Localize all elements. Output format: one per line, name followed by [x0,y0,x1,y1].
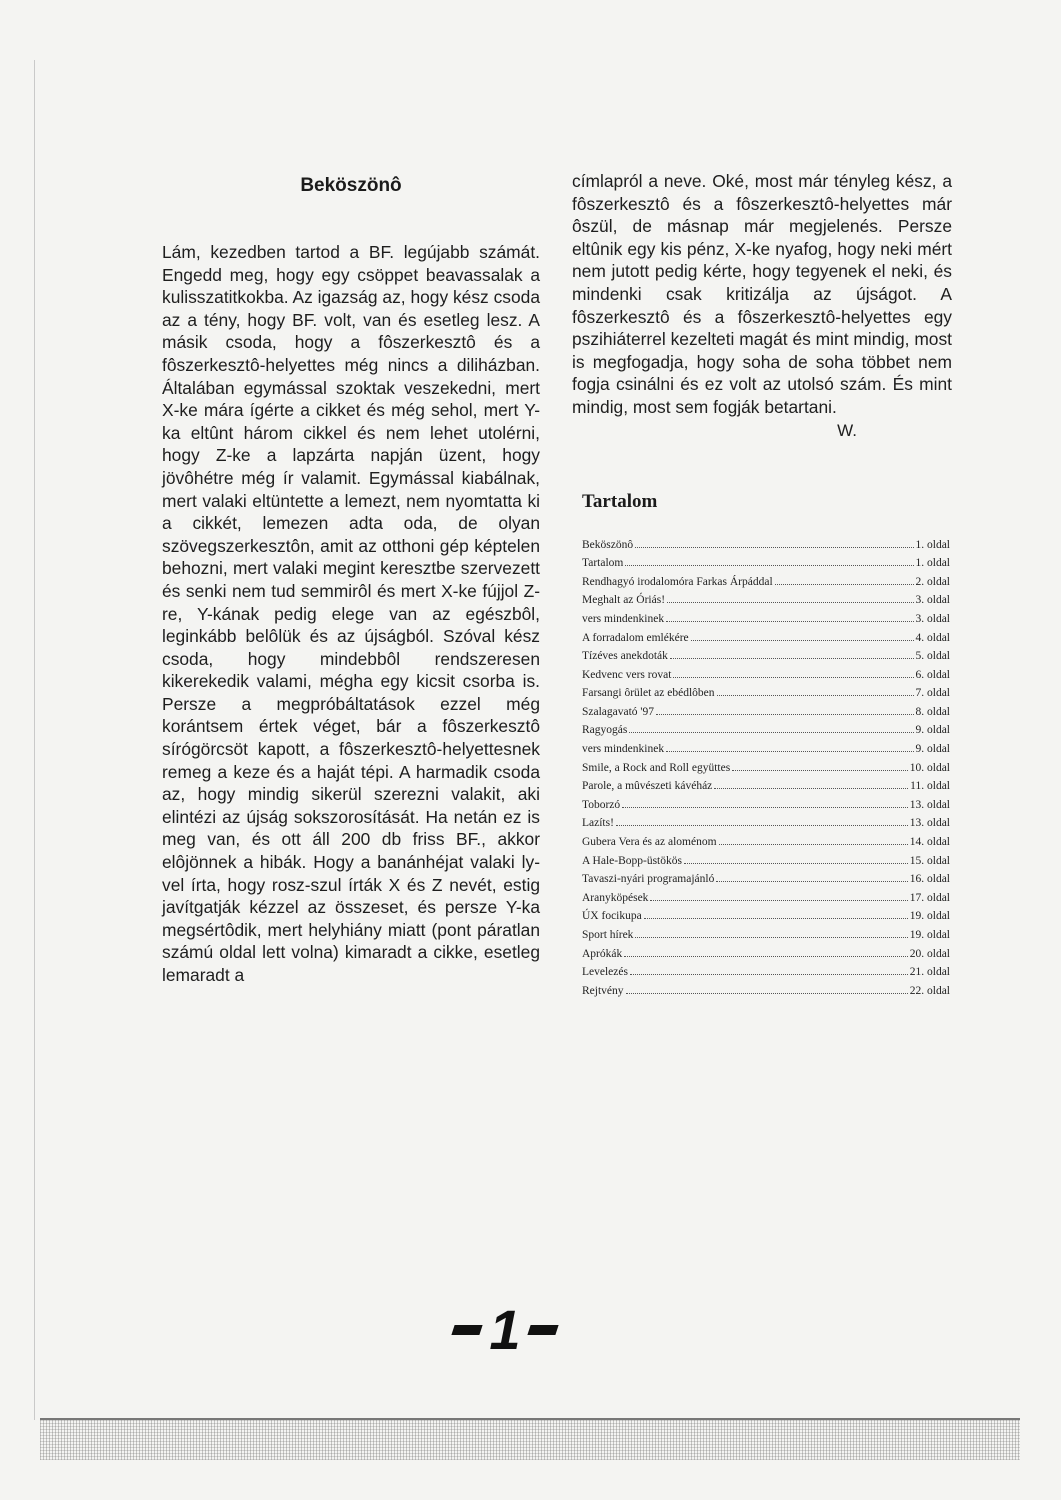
toc-entry-page: 8. oldal [915,705,950,718]
toc-entry-leader [624,956,908,957]
toc-entry [582,966,950,985]
toc-entry [582,687,950,706]
toc-entry [582,929,950,948]
toc-entry-leader [719,844,908,845]
toc-entry [582,873,950,892]
toc-entry-label: Meghalt az Óriás! [582,594,666,607]
toc-entry-leader [644,918,908,919]
toc-entry-leader [650,900,907,901]
toc-entry-page: 1. oldal [915,557,950,570]
toc-entry-page: 4. oldal [915,631,950,644]
toc-entry-label: Szalagavató '97 [582,705,655,718]
toc-entry-page: 2. oldal [915,575,950,588]
toc-entry-label: A Hale-Bopp-üstökös [582,854,682,867]
article-signature: W. [837,420,857,440]
article-right-column [572,170,952,1003]
toc-entry-page: 13. oldal [909,798,950,811]
toc-entry [582,706,950,725]
toc-entry [582,594,950,613]
toc-entry [582,724,950,743]
article-left-column [162,175,540,987]
toc-entry-label: Tartalom [582,557,624,570]
toc-entry-label: Rejtvény [582,984,624,997]
toc-entry-leader [775,584,914,585]
toc-entry [582,799,950,818]
toc-entry-leader [622,807,908,808]
toc-entry-leader [717,695,914,696]
toc-title: Tartalom [582,490,658,512]
scan-edge-strip [40,1420,1020,1460]
toc-entry-leader [714,788,908,789]
page-number-value: 1 [489,1298,521,1361]
toc-entry-label: Gubera Vera és az aloménom [582,836,717,849]
toc-entry-leader [667,602,913,603]
toc-entry [582,780,950,799]
toc-entry-label: Smile, a Rock and Roll együttes [582,761,731,774]
toc-entry-label: Rendhagyó irodalomóra Farkas Árpáddal [582,575,773,588]
toc-entry-leader [691,640,914,641]
table-of-contents [582,539,950,1004]
toc-entry-label: Lazíts! [582,817,614,830]
toc-entry-page: 19. oldal [909,929,950,941]
toc-entry [582,836,950,855]
article-title: Beköszönô [300,175,402,196]
toc-entry-page: 13. oldal [909,817,950,830]
toc-entry-page: 10. oldal [909,761,950,774]
toc-entry-page: 19. oldal [909,910,950,923]
toc-entry-page: 11. oldal [910,780,950,793]
toc-entry-label: ÚX focikupa [582,910,642,923]
toc-entry-page: 15. oldal [909,854,950,867]
toc-entry-page: 3. oldal [915,594,950,607]
toc-entry-page: 14. oldal [909,836,950,849]
toc-entry-page: 3. oldal [915,612,950,625]
toc-entry-page: 16. oldal [909,873,950,886]
toc-entry-label: Aranyköpések [582,891,649,904]
toc-entry-leader [666,751,913,752]
toc-entry-label: Farsangi ôrület az ebédlôben [582,687,715,700]
toc-entry [582,910,950,929]
page-number-dash-right [527,1325,558,1335]
toc-entry-page: 22. oldal [909,984,950,997]
toc-entry-label: Sport hírek [582,929,634,941]
toc-entry-page: 5. oldal [915,650,950,663]
toc-entry-label: vers mindenkinek [582,743,665,756]
toc-entry [582,817,950,836]
toc-entry-label: Aprókák [582,947,623,960]
toc-entry [582,632,950,651]
toc-entry-leader [673,677,913,678]
toc-entry-leader [616,825,908,826]
toc-entry-leader [629,732,913,733]
toc-entry-leader [666,621,913,622]
toc-entry [582,576,950,595]
toc-entry [582,557,950,576]
toc-entry-leader [670,658,914,659]
toc-entry-label: vers mindenkinek [582,612,665,625]
toc-entry-page: 9. oldal [915,743,950,756]
toc-entry [582,743,950,762]
toc-entry [582,669,950,688]
toc-entry-leader [626,993,908,994]
toc-entry-leader [684,863,908,864]
toc-entry [582,539,950,558]
toc-entry-page: 1. oldal [915,538,950,551]
article-body-left: Lám, kezedben tartod a BF. legújabb számát. Engedd meg, hogy egy csöppet beavassalak a kulisszatitkokba. Az igazság az, hogy kész csoda az a tény, hogy BF. volt, van és esetleg lesz. A másik csoda, hogy a fôszerkesztô és a fôszerkesztô-helyettes még nincs a diliházban. Általában egymással szoktak veszekedni, mert X-ke mára ígérte a cikket és még sehol, mert Y-ka eltûnt három cikkel és nem lehet utolérni, hogy Z-ke a lapzárta napján üzent, hogy jövôhétre még ír valamit. Egymással kiabálnak, mert valaki eltüntette a lemezt, nem nyomtatta ki a cikkét, lemezen adta oda, de olyan szövegszerkesztôn, amit az otthoni gép képtelen behozni, mert valaki megint keresztbe szervezett és senki nem tud semmirôl és mert X-ke fújjol Z-re, Y-kának pedig elege van az egészbôl, leginkább belôlük és az újságból. Szóval kész csoda, hogy mindebbôl rendszeresen kikerekedik valami, mégha egy kicsit csorba is. Persze a megpróbáltatások ezzel még korántsem értek véget, bár a fôszerkesztô sírógörcsöt kapott, a fôszerkesztô-helyettesnek remeg a keze és a haját tépi. A harmadik csoda az, hogy mindig sikerül szerezni valakit, aki elintézi az újság sokszorosítását. Ha netán ez is meg van, és ott áll 200 db friss BF., akkor elôjönnek a hibák. Hogy a banánhéjat valaki ly-vel írta, hogy rosz-szul írták X és Z nevét, estig javítgatják kézzel az összeset, és persze Y-ka megsértôdik, mert helyhiány miatt (pont páratlan számú oldal lett volna) kimaradt a cikke, esetleg lemaradt a [162,242,540,985]
toc-entry-page: 6. oldal [915,668,950,681]
toc-entry-leader [625,565,913,566]
toc-entry-label: Levelezés [582,966,628,979]
toc-entry-leader [630,974,908,975]
toc-entry [582,985,950,1004]
toc-entry [582,948,950,967]
article-body-right: címlapról a neve. Oké, most már tényleg kész, a fôszerkesztô és a fôszerkesztô-helyettes már ôszül, de másnap már megjelenés. Persze eltûnik egy kis pénz, X-ke nyafog, hogy neki mért nem jutott pedig kérte, hogy tegyenek el neki, és mindenki csak kritizálja az újságot. A fôszerkesztô és a fôszerkesztô-helyettes egy pszihiáterrel kezelteti magát és mint mindig, most is megfogadja, hogy soha de soha többet nem fogja csinálni és ez volt az utolsó szám. És mint mindig, most sem fogják betartani. [572,171,952,417]
toc-entry [582,650,950,669]
toc-entry-leader [635,937,907,938]
toc-entry-page: 7. oldal [915,687,950,700]
toc-entry-leader [656,714,913,715]
page-number-dash-left [452,1325,483,1335]
toc-entry-leader [732,770,908,771]
toc-entry-page: 20. oldal [909,947,950,960]
page-number [420,1300,590,1360]
toc-entry-leader [635,547,913,548]
toc-entry-leader [716,881,907,882]
toc-entry-page: 17. oldal [909,891,950,904]
toc-entry [582,613,950,632]
toc-entry-label: Toborzó [582,798,621,811]
toc-entry [582,855,950,874]
left-margin-line [34,60,35,1420]
toc-entry-label: Tavaszi-nyári programajánló [582,873,715,886]
toc-entry-label: Beköszönô [582,538,634,551]
toc-entry [582,762,950,781]
toc-entry [582,892,950,911]
toc-entry-label: Parole, a mûvészeti kávéház [582,780,713,793]
toc-entry-label: A forradalom emlékére [582,631,689,644]
toc-entry-page: 9. oldal [915,724,950,737]
toc-entry-page: 21. oldal [909,966,950,979]
toc-entry-label: Kedvenc vers rovat [582,668,672,681]
toc-entry-label: Tízéves anekdoták [582,650,668,663]
toc-entry-label: Ragyogás [582,724,628,737]
